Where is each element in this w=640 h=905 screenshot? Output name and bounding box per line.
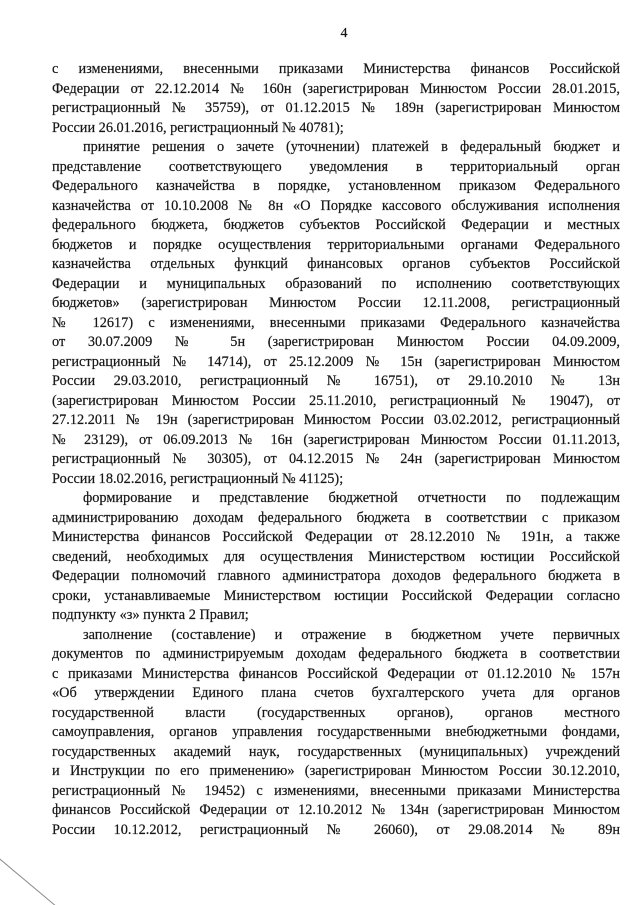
- text-line: администрированию доходам федерального бюджета в соответствии с приказом: [52, 509, 620, 526]
- text-line: регистрационный № 30305), от 04.12.2015 № 24н (зарегистрирован Минюстом: [52, 451, 620, 467]
- text-line: бюджетов» (зарегистрирован Минюстом России 12.11.2008, регистрационный: [52, 295, 620, 311]
- text-line: бюджетов и порядке осуществления территориальными органами Федерального: [52, 236, 620, 253]
- text-line: Федерального казначейства в порядке, установленном приказом Федерального: [52, 178, 620, 194]
- text-line: № 23129), от 06.09.2013 № 16н (зарегистрирован Минюстом России 01.11.2013,: [52, 431, 620, 448]
- text-line: Федерации полномочий главного администратора доходов федерального бюджета в: [52, 568, 620, 584]
- text-line: с приказами Министерства финансов Российской Федерации от 01.12.2010 № 157н: [52, 665, 620, 682]
- text-line: Министерства финансов Российской Федерации от 28.12.2010 № 191н, а также: [52, 529, 620, 545]
- text-line: финансов Российской Федерации от 12.10.2012 № 134н (зарегистрирован Минюстом: [52, 802, 620, 818]
- text-line: 27.12.2011 № 19н (зарегистрирован Минюстом России 03.02.2012, регистрационный: [52, 412, 620, 428]
- page-number: 4: [340, 26, 348, 41]
- paragraph: [52, 626, 620, 841]
- text-line: документов по администрируемым доходам федерального бюджета в соответствии: [52, 646, 620, 662]
- text-line: России 10.12.2012, регистрационный № 26060), от 29.08.2014 № 89н: [52, 821, 620, 838]
- text-line: и Инструкции по его применению» (зарегистрирован Минюстом России 30.12.2010,: [52, 763, 620, 779]
- text-line: казначейства от 10.10.2008 № 8н «О Порядке кассового обслуживания исполнения: [52, 197, 620, 214]
- text-line: казначейства отдельных функций финансовых органов субъектов Российской: [52, 256, 620, 272]
- text-line: регистрационный № 35759), от 01.12.2015 № 189н (зарегистрирован Минюстом: [52, 100, 620, 116]
- paragraph: [52, 138, 620, 489]
- text-line: представление соответствующего уведомления в территориальный орган: [52, 158, 620, 175]
- text-line: Федерации от 22.12.2014 № 160н (зарегистрирован Минюстом России 28.01.2015,: [52, 80, 620, 97]
- text-line: от 30.07.2009 № 5н (зарегистрирован Минюстом России 04.09.2009,: [52, 334, 620, 350]
- text-line: России 18.02.2016, регистрационный № 41125);: [52, 470, 344, 487]
- scan-artifact-line: [0, 856, 58, 905]
- text-line: России 26.01.2016, регистрационный № 40781);: [52, 119, 344, 136]
- text-line: принятие решения о зачете (уточнении) платежей в федеральный бюджет и: [83, 139, 620, 155]
- text-line: государственных академий наук, государственных (муниципальных) учреждений: [52, 743, 620, 760]
- text-line: Федерации и муниципальных образований по исполнению соответствующих: [52, 275, 620, 292]
- text-line: (зарегистрирован Минюстом России 25.11.2010, регистрационный № 19047), от: [52, 392, 620, 409]
- text-line: заполнение (составление) и отражение в бюджетном учете первичных: [83, 626, 620, 643]
- document-body: [52, 60, 620, 840]
- paragraph: [52, 60, 620, 138]
- text-line: № 12617) с изменениями, внесенными приказами Федерального казначейства: [52, 314, 620, 331]
- text-line: формирование и представление бюджетной отчетности по подлежащим: [83, 490, 620, 506]
- text-line: сроки, устанавливаемые Министерством юстиции Российской Федерации согласно: [52, 587, 620, 604]
- text-line: государственной власти (государственных органов), органов местного: [52, 704, 620, 721]
- text-line: регистрационный № 19452) с изменениями, внесенными приказами Министерства: [52, 782, 620, 799]
- text-line: регистрационный № 14714), от 25.12.2009 № 15н (зарегистрирован Минюстом: [52, 353, 620, 370]
- text-line: с изменениями, внесенными приказами Министерства финансов Российской: [52, 61, 620, 77]
- text-line: федерального бюджета, бюджетов субъектов Российской Федерации и местных: [52, 217, 620, 233]
- text-line: России 29.03.2010, регистрационный № 16751), от 29.10.2010 № 13н: [52, 373, 620, 389]
- text-line: самоуправления, органов управления государственными внебюджетными фондами,: [52, 724, 620, 740]
- text-line: сведений, необходимых для осуществления Министерством юстиции Российской: [52, 548, 620, 565]
- text-line: «Об утверждении Единого плана счетов бухгалтерского учета для органов: [52, 685, 620, 701]
- paragraph: [52, 489, 620, 626]
- text-line: подпункту «з» пункта 2 Правил;: [52, 607, 249, 623]
